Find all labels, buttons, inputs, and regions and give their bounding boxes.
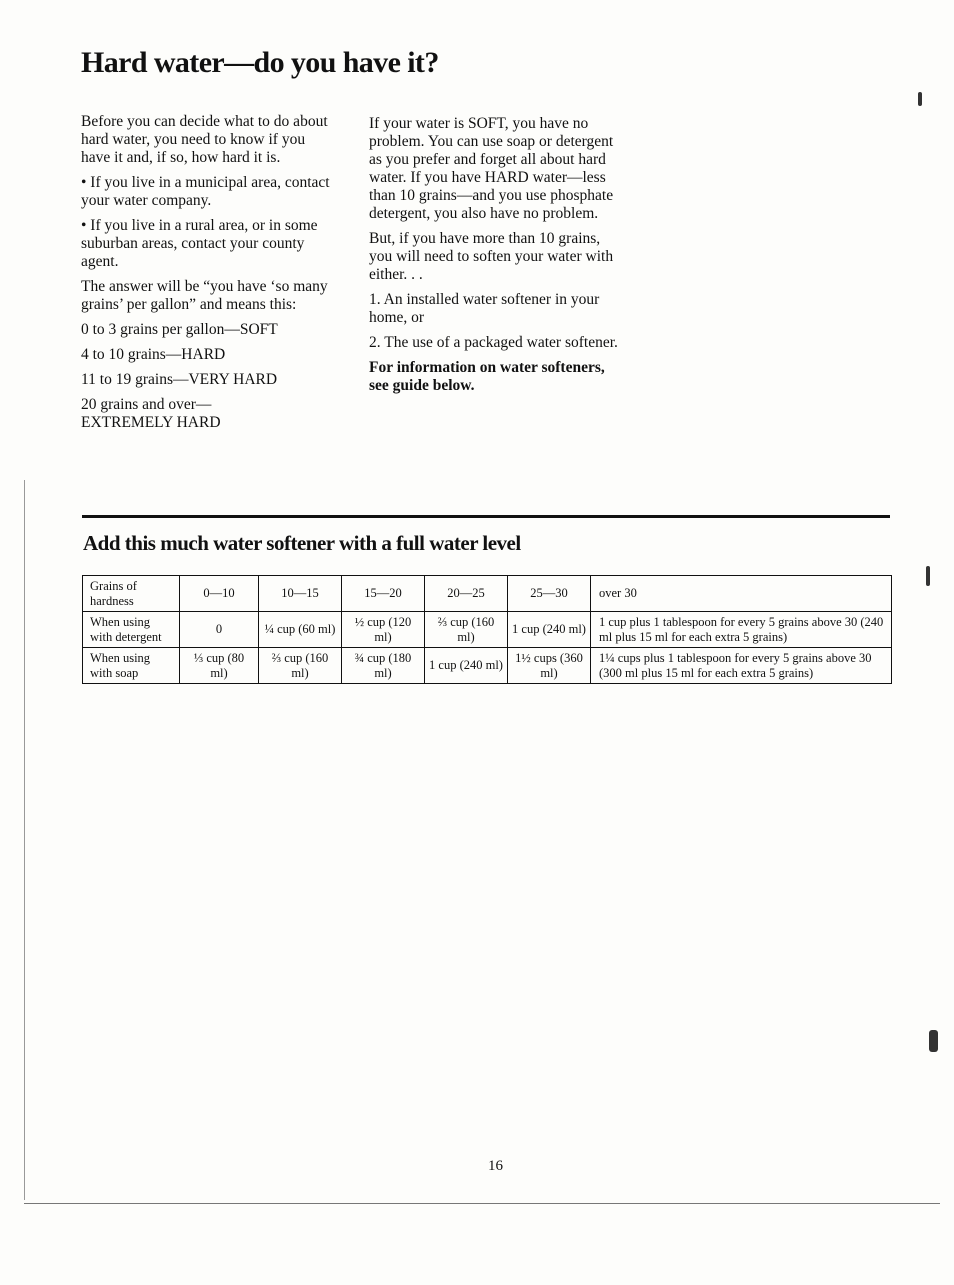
- table-cell: ½ cup (120 ml): [342, 612, 425, 648]
- scale-extremely-hard: 20 grains and over— EXTREMELY HARD: [81, 396, 221, 431]
- table-header-row: [83, 576, 892, 612]
- header-cell: 25—30: [508, 576, 591, 612]
- left-column: [81, 113, 336, 439]
- header-cell: 0—10: [180, 576, 259, 612]
- table-cell: ¾ cup (180 ml): [342, 648, 425, 684]
- table-row-soap: [83, 648, 892, 684]
- table-cell: 1½ cups (360 ml): [508, 648, 591, 684]
- right-column: [369, 115, 619, 402]
- scale-hard: 4 to 10 grains—HARD: [81, 346, 226, 363]
- option-installed-softener: 1. An installed water softener in your home, or: [369, 291, 600, 326]
- header-cell: over 30: [591, 576, 892, 612]
- option-packaged-softener: 2. The use of a packaged water softener.: [369, 334, 618, 351]
- table-cell: 1 cup (240 ml): [425, 648, 508, 684]
- row-label: When using with soap: [83, 648, 180, 684]
- page-number: 16: [488, 1158, 503, 1174]
- intro-paragraph: Before you can decide what to do about hard water, you need to know if you have it and, if so, how hard it is.: [81, 113, 328, 166]
- scan-speck: [929, 1030, 938, 1052]
- header-grains-of-hardness: Grains of hardness: [83, 576, 180, 612]
- municipal-bullet: • If you live in a municipal area, contact your water company.: [81, 174, 330, 209]
- header-cell: 15—20: [342, 576, 425, 612]
- scale-very-hard: 11 to 19 grains—VERY HARD: [81, 371, 278, 388]
- section-divider: [82, 515, 890, 518]
- more-grains-paragraph: But, if you have more than 10 grains, you will need to soften your water with either. . .: [369, 230, 614, 283]
- scan-speck: [918, 92, 922, 106]
- guide-reference-note: For information on water softeners, see guide below.: [369, 359, 605, 394]
- table-cell: 1 cup plus 1 tablespoon for every 5 grains above 30 (240 ml plus 15 ml for each extra 5 grains): [591, 612, 892, 648]
- table-cell: ⅔ cup (160 ml): [425, 612, 508, 648]
- scan-edge-left: [24, 480, 25, 1200]
- scan-edge-bottom: [24, 1203, 940, 1204]
- header-cell: 10—15: [259, 576, 342, 612]
- soft-water-paragraph: If your water is SOFT, you have no problem. You can use soap or detergent as you prefer and forget all about hard water. If you have HARD water—less than 10 grains—and you use phosphate detergent, you also have no problem.: [369, 115, 614, 222]
- table-row-detergent: [83, 612, 892, 648]
- table-cell: ¼ cup (60 ml): [259, 612, 342, 648]
- table-cell: 1¼ cups plus 1 tablespoon for every 5 grains above 30 (300 ml plus 15 ml for each extra 5 grains): [591, 648, 892, 684]
- answer-paragraph: The answer will be “you have ‘so many grains’ per gallon” and means this:: [81, 278, 328, 313]
- table-cell: 1 cup (240 ml): [508, 612, 591, 648]
- page-title: Hard water—do you have it?: [81, 46, 439, 79]
- rural-bullet: • If you live in a rural area, or in some suburban areas, contact your county agent.: [81, 217, 318, 270]
- table-cell: ⅔ cup (160 ml): [259, 648, 342, 684]
- guide-title: Add this much water softener with a full water level: [83, 531, 521, 555]
- header-cell: 20—25: [425, 576, 508, 612]
- row-label: When using with detergent: [83, 612, 180, 648]
- scan-speck: [926, 566, 930, 586]
- table-cell: 0: [180, 612, 259, 648]
- softener-guide-table: [82, 575, 892, 684]
- scale-soft: 0 to 3 grains per gallon—SOFT: [81, 321, 278, 338]
- table-cell: ⅓ cup (80 ml): [180, 648, 259, 684]
